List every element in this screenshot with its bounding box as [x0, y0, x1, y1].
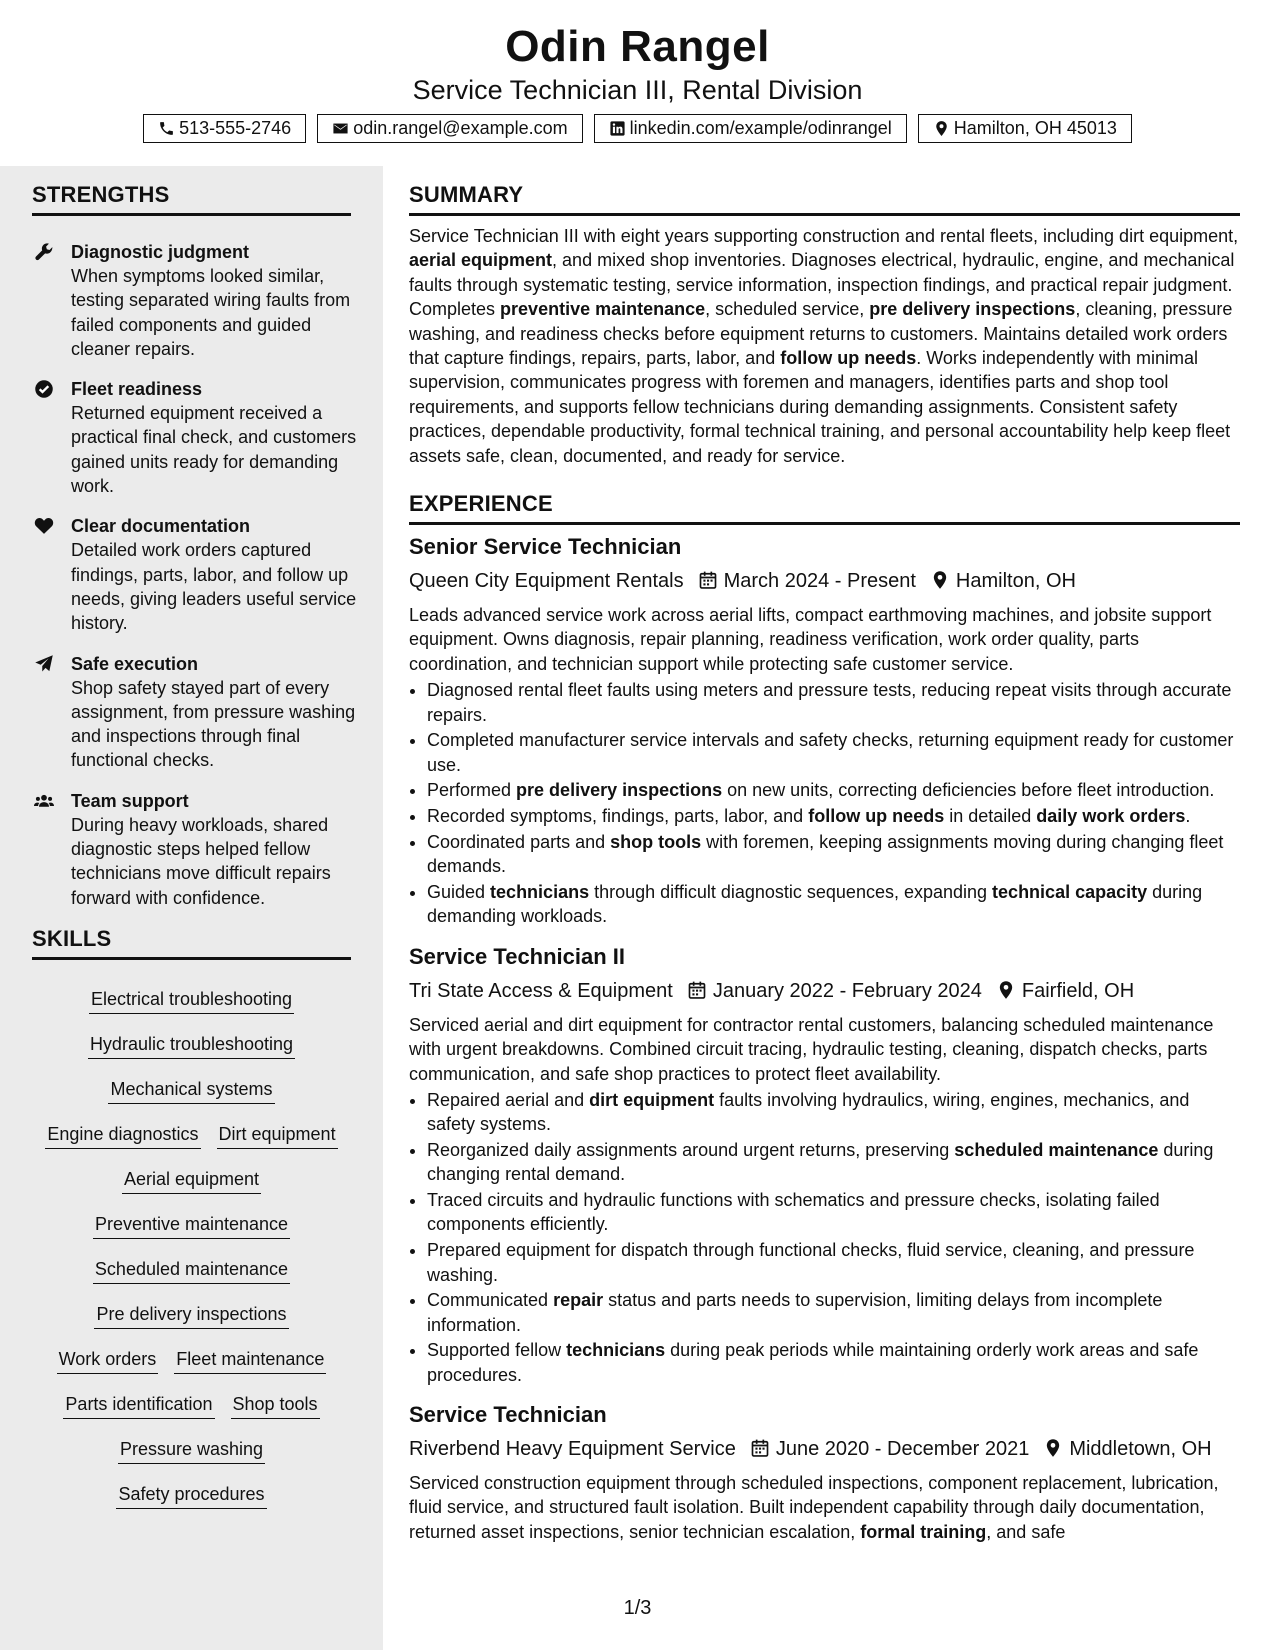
strength-text: During heavy workloads, shared diagnostic steps helped fellow technicians move difficult repairs forward with confidence. — [71, 814, 331, 908]
check-circle-icon — [34, 379, 54, 399]
experience-heading: EXPERIENCE — [409, 491, 1240, 525]
text-run: , and mixed shop inventories. Diagnoses electrical, hydraulic, engine, and mechanical faults through systematic testing, service information, inspection findings, and practical repair judgment. Completes — [409, 250, 1235, 320]
bold-keyword: technicians — [490, 882, 590, 903]
resume-header — [0, 0, 1275, 166]
text-run: in detailed — [944, 806, 1037, 827]
paper-plane-icon — [34, 654, 54, 674]
strength-title: Safe execution — [71, 653, 199, 674]
skill-row — [0, 1348, 383, 1393]
skill-row — [0, 1213, 383, 1258]
users-icon — [34, 791, 54, 811]
page-number: 1/3 — [623, 1597, 652, 1619]
strength-title: Clear documentation — [71, 516, 251, 537]
text-run: Serviced construction equipment through scheduled inspections, component replacement, lubrication, fluid service, and structured fault isolation. Built independent capability through daily documentation, returned asset inspections, senior technician escalation, — [409, 1473, 1219, 1542]
skill-row — [0, 1438, 383, 1483]
contact-bar — [0, 114, 1275, 143]
text-run: Communicated — [427, 1290, 554, 1311]
text-run: , and safe — [986, 1521, 1066, 1542]
phone-icon — [158, 120, 175, 137]
skill-tag: Preventive maintenance — [93, 1213, 290, 1239]
text-run: during demanding workloads. — [427, 882, 1203, 927]
job-description: Leads advanced service work across aerial lifts, compact earthmoving machines, and jobsite support equipment. Owns diagnosis, repair planning, readiness verification, work order quality, parts coordination, and technician support while protecting safe customer service. — [409, 605, 1212, 674]
text-run: Recorded symptoms, findings, parts, labor, and — [427, 806, 809, 827]
job-bullet — [427, 830, 1240, 879]
skill-row — [0, 1483, 383, 1528]
text-run: Guided — [427, 882, 491, 903]
text-run: Reorganized daily assignments around urgent returns, preserving — [427, 1140, 955, 1161]
job-bullet — [427, 1188, 1240, 1237]
strength-text: Returned equipment received a practical final check, and customers gained units ready for demanding work. — [71, 403, 357, 497]
bold-keyword: daily work orders — [1036, 806, 1186, 827]
strengths-heading: STRENGTHS — [32, 182, 351, 216]
job-company: Queen City Equipment Rentals — [409, 570, 684, 593]
strength-item — [32, 377, 362, 498]
wrench-icon — [34, 242, 54, 262]
job-dates: March 2024 - Present — [723, 570, 916, 593]
strength-title: Team support — [71, 790, 189, 811]
summary-text — [409, 224, 1240, 468]
strength-text: Shop safety stayed part of every assignment, from pressure washing and inspections through final functional checks. — [71, 677, 356, 771]
strength-text: Detailed work orders captured findings, parts, labor, and follow up needs, giving leaders useful service history. — [71, 540, 357, 634]
strengths-list — [32, 240, 362, 926]
job-bullet — [427, 1338, 1240, 1387]
strength-item — [32, 652, 362, 773]
skill-tag: Mechanical systems — [108, 1078, 274, 1104]
skill-row — [0, 1258, 383, 1303]
location-pin-icon — [1043, 1438, 1063, 1458]
text-run: Coordinated parts and — [427, 832, 611, 853]
strength-item — [32, 240, 362, 361]
text-run: . Works independently with minimal supervision, communicates progress with foremen and managers, identifies parts and shop tool requirements, and supports fellow technicians during demanding assignments. Consistent safety practices, dependable productivity, formal technical training, and personal accountability help keep fleet assets safe, clean, documented, and ready for service. — [409, 348, 1231, 466]
job-meta — [409, 977, 1240, 1005]
job-bullets — [409, 1088, 1240, 1387]
job-bullet — [427, 804, 1240, 828]
strength-title: Diagnostic judgment — [71, 242, 250, 262]
skill-row — [0, 1123, 383, 1168]
job-meta — [409, 1435, 1240, 1463]
job-entry — [409, 943, 1240, 1387]
contact-phone[interactable] — [143, 114, 306, 143]
job-title: Senior Service Technician — [409, 534, 682, 560]
bold-keyword: aerial equipment — [409, 250, 553, 271]
skill-tag: Parts identification — [63, 1393, 214, 1419]
calendar-icon — [698, 570, 718, 590]
skill-tag: Aerial equipment — [122, 1168, 261, 1194]
bold-keyword: technicians — [566, 1340, 666, 1361]
bold-keyword: repair — [553, 1290, 604, 1311]
text-run: Diagnosed rental fleet faults using meters and pressure tests, reducing repeat visits through accurate repairs. — [427, 680, 1232, 725]
job-bullet — [427, 1088, 1240, 1137]
strength-text: When symptoms looked similar, testing separated wiring faults from failed components and guided cleaner repairs. — [71, 266, 351, 359]
text-run: Supported fellow — [427, 1340, 567, 1361]
envelope-icon — [332, 120, 349, 137]
location-pin-icon — [996, 980, 1016, 1000]
text-run: , cleaning, pressure washing, and readiness checks before equipment returns to customers. Maintains detailed work orders that capture findings, repairs, parts, labor, and — [409, 299, 1233, 369]
calendar-icon — [750, 1438, 770, 1458]
skill-tag: Safety procedures — [116, 1483, 266, 1509]
skill-tag: Pressure washing — [118, 1438, 265, 1464]
skill-tag: Hydraulic troubleshooting — [88, 1033, 295, 1059]
text-run: faults involving hydraulics, wiring, engines, mechanics, and safety systems. — [427, 1089, 1190, 1135]
text-run: Repaired aerial and — [427, 1089, 590, 1110]
calendar-icon — [687, 980, 707, 1000]
candidate-name: Odin Rangel — [505, 22, 770, 71]
summary-heading: SUMMARY — [409, 182, 1240, 216]
job-dates: June 2020 - December 2021 — [775, 1438, 1030, 1461]
job-company: Riverbend Heavy Equipment Service — [409, 1438, 736, 1461]
text-run: Completed manufacturer service intervals and safety checks, returning equipment ready for customer use. — [427, 730, 1234, 775]
skill-row — [0, 1303, 383, 1348]
job-bullet — [427, 1138, 1240, 1187]
contact-linkedin-text: linkedin.com/example/odinrangel — [629, 118, 892, 138]
job-title: Service Technician II — [409, 943, 626, 969]
job-bullet — [427, 728, 1240, 777]
bold-keyword: pre delivery inspections — [516, 780, 723, 801]
text-run: Performed — [427, 780, 517, 801]
strength-title: Fleet readiness — [71, 379, 203, 400]
bold-keyword: technical capacity — [992, 882, 1148, 903]
skill-tag: Fleet maintenance — [174, 1348, 326, 1374]
job-entry — [409, 533, 1240, 929]
skill-row — [0, 1078, 383, 1123]
job-company: Tri State Access & Equipment — [409, 979, 673, 1002]
text-run: . — [1185, 806, 1191, 827]
skill-tag: Dirt equipment — [217, 1123, 338, 1149]
heart-icon — [34, 516, 54, 536]
job-title: Service Technician — [409, 1402, 607, 1428]
bold-keyword: preventive maintenance — [500, 299, 706, 320]
text-run: Prepared equipment for dispatch through functional checks, fluid service, cleaning, and pressure washing. — [427, 1240, 1195, 1285]
experience-list — [409, 533, 1240, 1544]
strength-item — [32, 789, 362, 910]
job-bullets — [409, 678, 1240, 928]
skill-tag: Engine diagnostics — [45, 1123, 200, 1149]
skill-tag: Electrical troubleshooting — [89, 988, 294, 1014]
skills-heading: SKILLS — [32, 926, 351, 960]
job-description — [409, 1471, 1240, 1544]
main-content — [409, 166, 1240, 1544]
job-bullet — [427, 1238, 1240, 1287]
skill-row — [0, 1033, 383, 1078]
job-location: Hamilton, OH — [955, 570, 1076, 593]
job-bullet — [427, 778, 1240, 802]
contact-email[interactable] — [317, 114, 582, 143]
text-run: during peak periods while maintaining orderly work areas and safe procedures. — [427, 1340, 1199, 1385]
text-run: Service Technician III with eight years supporting construction and rental fleets, including dirt equipment, — [409, 226, 1239, 246]
skill-tag: Scheduled maintenance — [93, 1258, 290, 1284]
text-run: with foremen, keeping assignments moving during changing fleet demands. — [427, 832, 1224, 877]
job-location: Middletown, OH — [1069, 1438, 1212, 1461]
bold-keyword: shop tools — [610, 832, 702, 853]
bold-keyword: pre delivery inspections — [869, 299, 1076, 320]
text-run: during changing rental demand. — [427, 1140, 1214, 1185]
job-meta — [409, 567, 1240, 595]
candidate-title: Service Technician III, Rental Division — [412, 75, 863, 105]
contact-phone-text: 513-555-2746 — [179, 118, 292, 138]
text-run: status and parts needs to supervision, limiting delays from incomplete information. — [427, 1290, 1163, 1335]
skill-row — [0, 988, 383, 1033]
linkedin-icon — [609, 120, 626, 137]
contact-linkedin[interactable] — [594, 114, 907, 143]
location-pin-icon — [933, 120, 950, 137]
text-run: , scheduled service, — [705, 299, 870, 320]
text-run: Traced circuits and hydraulic functions with schematics and pressure checks, isolating failed components efficiently. — [427, 1190, 1160, 1235]
bold-keyword: dirt equipment — [589, 1089, 715, 1110]
job-bullet — [427, 880, 1240, 929]
job-bullet — [427, 1288, 1240, 1337]
job-bullet — [427, 678, 1240, 727]
contact-email-text: odin.rangel@example.com — [353, 118, 568, 138]
job-entry — [409, 1401, 1240, 1544]
job-description: Serviced aerial and dirt equipment for contractor rental customers, balancing scheduled maintenance with urgent breakdowns. Combined circuit tracing, hydraulic testing, cleaning, dispatch checks, parts communication, and safe shop practices to protect fleet availability. — [409, 1014, 1214, 1084]
text-run: through difficult diagnostic sequences, expanding — [589, 882, 993, 903]
strength-item — [32, 514, 362, 635]
bold-keyword: follow up needs — [780, 348, 917, 369]
skill-tag: Shop tools — [231, 1393, 320, 1419]
job-location: Fairfield, OH — [1021, 979, 1135, 1002]
text-run: on new units, correcting deficiencies before fleet introduction. — [722, 780, 1215, 801]
skill-tag: Pre delivery inspections — [94, 1303, 288, 1329]
bold-keyword: scheduled maintenance — [954, 1140, 1159, 1161]
location-pin-icon — [930, 570, 950, 590]
job-dates: January 2022 - February 2024 — [712, 979, 982, 1002]
skills-list — [0, 988, 383, 1528]
bold-keyword: follow up needs — [808, 806, 945, 827]
skill-row — [0, 1393, 383, 1438]
contact-location-text: Hamilton, OH 45013 — [953, 118, 1117, 138]
skill-row — [0, 1168, 383, 1213]
contact-location — [918, 114, 1132, 143]
bold-keyword: formal training — [860, 1521, 987, 1542]
skill-tag: Work orders — [57, 1348, 159, 1374]
